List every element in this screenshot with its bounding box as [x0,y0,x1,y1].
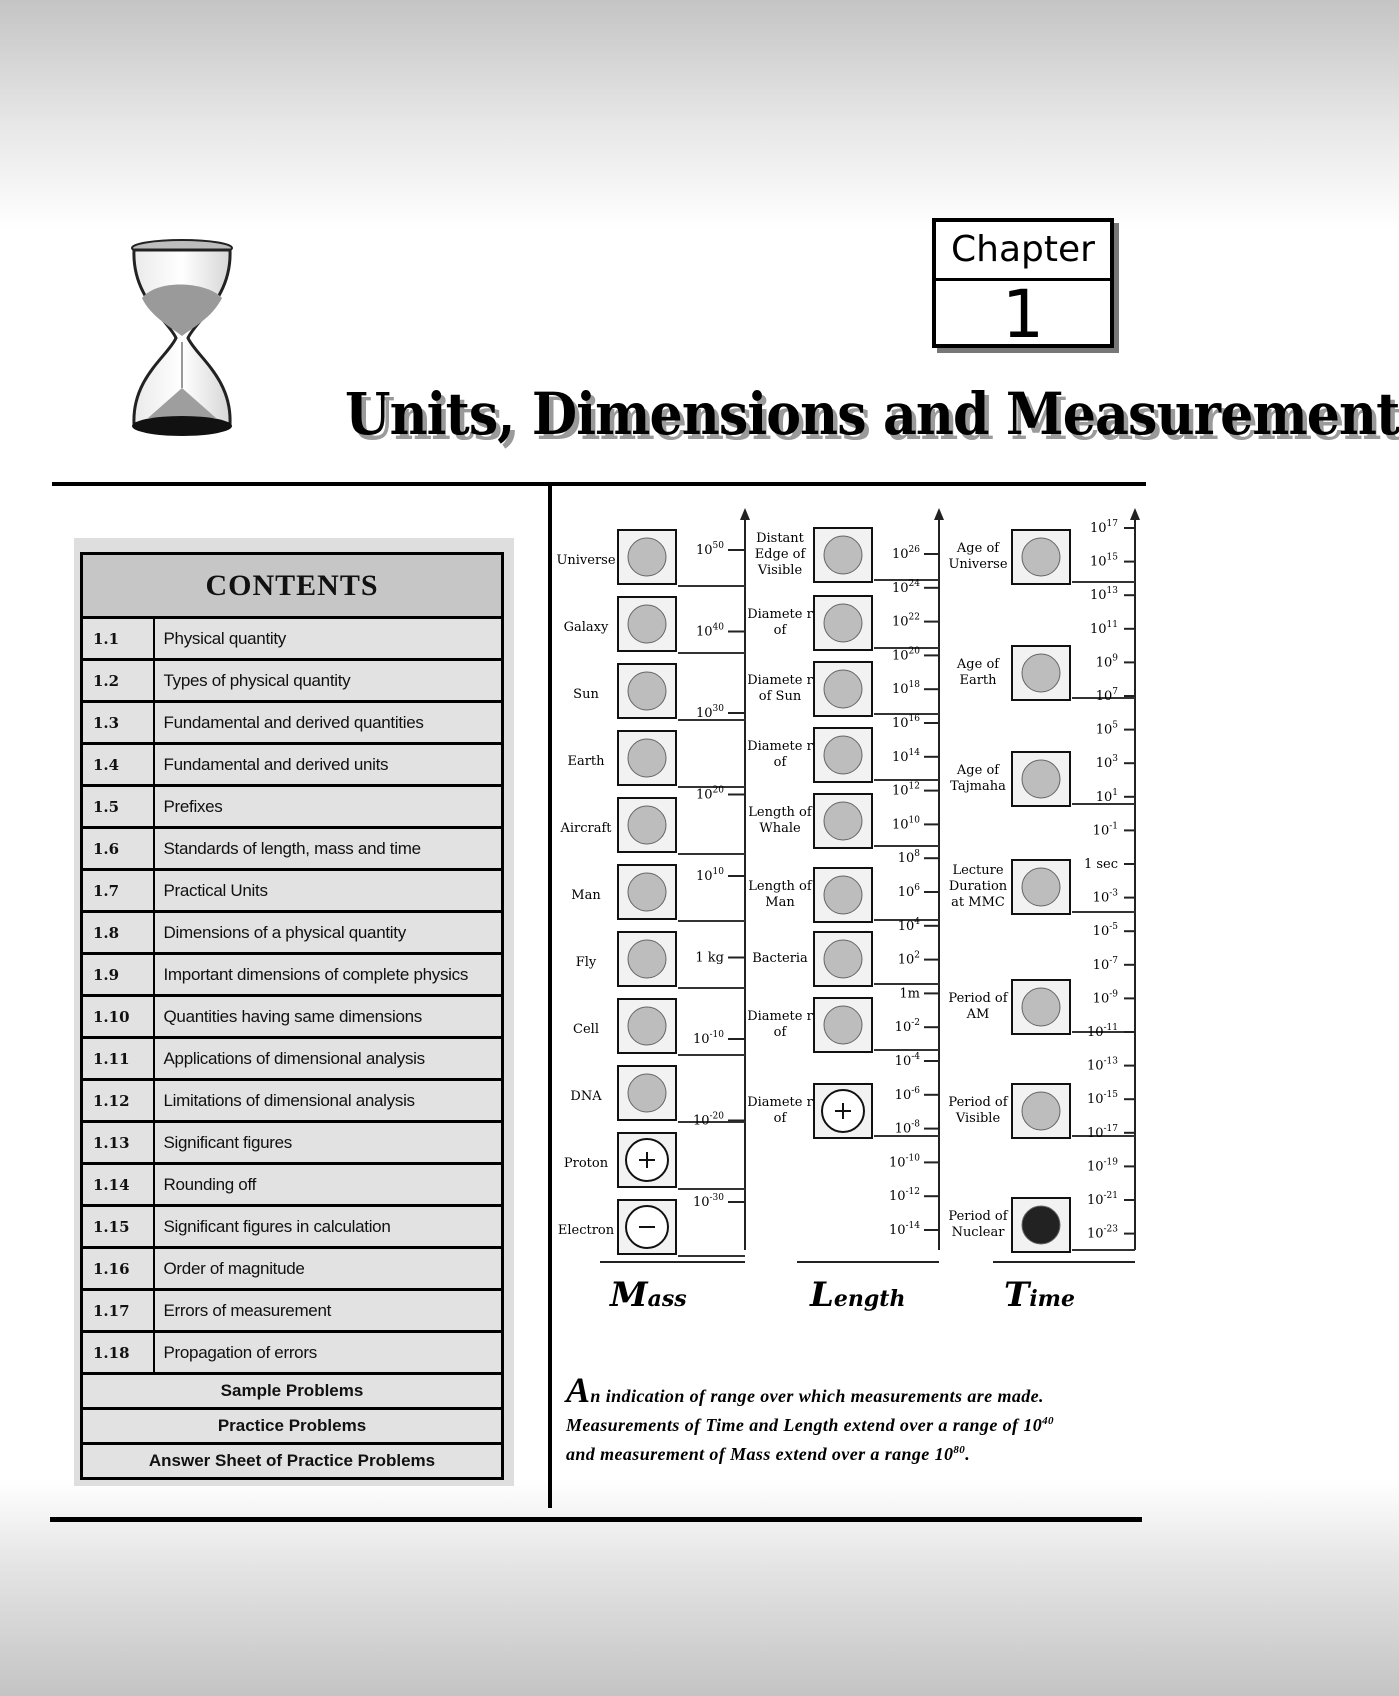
time-scale-title: Time [1004,1275,1075,1315]
time-tick-label: $10^9$ [1095,653,1118,671]
length-object-label: Diamete r of [747,1095,813,1126]
img-icon [618,597,676,651]
contents-row [82,1332,503,1374]
caption-line2-exp: 40 [1042,1415,1054,1427]
contents-item-number: 1.16 [82,1248,154,1290]
length-object-label: Distant Edge of Visible [754,531,806,578]
contents-item-title: Fundamental and derived quantities [154,702,503,744]
time-tick-label: $10^{-9}$ [1092,989,1118,1007]
contents-table [80,552,504,1480]
mass-tick-label: $10^{-30}$ [692,1193,724,1210]
contents-item-title: Practical Units [154,870,503,912]
length-tick-label: $10^{-2}$ [894,1018,920,1036]
time-tick-label: $10^{-1}$ [1092,821,1118,839]
time-tick-label: $10^{-5}$ [1092,922,1118,940]
time-tick-label: 1 sec [1083,857,1118,872]
length-tick-label: $10^{-4}$ [894,1052,920,1069]
length-object-label: Diamete r of [747,1009,813,1040]
time-tick-label: $10^{-19}$ [1086,1157,1118,1175]
contents-item-title: Propagation of errors [154,1332,503,1374]
time-tick-label: $10^{-7}$ [1092,955,1118,973]
img-icon [618,865,676,919]
contents-row [82,1248,503,1290]
img-icon [814,998,872,1052]
time-tick-label: $10^{-13}$ [1086,1056,1118,1074]
contents-item-title: Errors of measurement [154,1290,503,1332]
plus-icon [814,1084,872,1138]
contents-row [82,996,503,1038]
time-tick-label: $10^{15}$ [1090,552,1118,570]
mass-object-label: Man [571,888,601,903]
contents-item-number: 1.15 [82,1206,154,1248]
mass-tick-label: 1 kg [695,950,724,966]
img-icon [618,731,676,785]
time-tick-label: $10^{-15}$ [1086,1090,1118,1108]
contents-item-number: 1.17 [82,1290,154,1332]
img-icon [1012,646,1070,700]
length-tick-label: $10^{26}$ [892,545,920,562]
contents-item-number: 1.13 [82,1122,154,1164]
contents-row [82,1164,503,1206]
caption-line1: n indication of range over which measurements are made. [590,1386,1044,1406]
contents-item-number: 1.5 [82,786,154,828]
top-rule [52,482,1146,486]
contents-item-title: Limitations of dimensional analysis [154,1080,503,1122]
length-tick-label: $10^{-10}$ [888,1153,920,1171]
contents-footer-row [82,1409,503,1444]
chapter-label: Chapter [936,222,1110,281]
time-tick-label: $10^7$ [1095,687,1118,704]
length-tick-label: $10^{22}$ [892,612,920,630]
time-object-label: Period of Visible [948,1095,1008,1126]
contents-item-title: Standards of length, mass and time [154,828,503,870]
img-icon [618,999,676,1053]
contents-item-title: Physical quantity [154,618,503,660]
mass-tick-label: $10^{10}$ [696,867,724,884]
contents-item-title: Important dimensions of complete physics [154,954,503,996]
length-tick-label: $10^{-12}$ [888,1187,920,1205]
mass-tick-label: $10^{40}$ [696,622,724,640]
time-tick-label: $10^{-23}$ [1086,1224,1118,1242]
length-tick-label: $10^{20}$ [892,646,920,664]
contents-row [82,702,503,744]
img-icon [618,664,676,718]
length-tick-label: 1m [899,986,920,1002]
mass-object-label: Sun [573,687,599,702]
dark-icon [1012,1198,1070,1252]
length-tick-label: $10^{-6}$ [894,1085,920,1103]
mass-object-label: Galaxy [563,620,609,635]
plus-icon [618,1133,676,1187]
contents-row [82,1122,503,1164]
time-object-label: Lecture Duration at MMC [948,863,1008,910]
contents-item-number: 1.7 [82,870,154,912]
time-tick-label: $10^{-11}$ [1086,1023,1118,1040]
mass-object-label: Universe [556,553,616,568]
mass-object-label: Earth [567,754,605,769]
contents-item-title: Applications of dimensional analysis [154,1038,503,1080]
contents-row [82,618,503,660]
contents-item-number: 1.9 [82,954,154,996]
time-tick-label: $10^1$ [1095,787,1118,805]
length-axis-arrow [934,508,944,520]
length-tick-label: $10^{10}$ [892,815,920,833]
time-tick-label: $10^{17}$ [1090,519,1118,536]
img-icon [1012,752,1070,806]
length-tick-label: $10^{14}$ [892,747,920,765]
contents-item-title: Dimensions of a physical quantity [154,912,503,954]
contents-item-number: 1.4 [82,744,154,786]
contents-row [82,660,503,702]
time-object-label: Period of AM [948,991,1008,1022]
time-object-label: Age of Tajmaha [950,763,1006,794]
contents-item-title: Fundamental and derived units [154,744,503,786]
time-tick-label: $10^{-3}$ [1092,888,1118,906]
contents-item-number: 1.3 [82,702,154,744]
time-object-label: Period of Nuclear [948,1209,1008,1240]
time-object-label: Age of Universe [948,541,1008,572]
img-icon [1012,980,1070,1034]
mass-axis-arrow [740,508,750,520]
caption-line2: Measurements of Time and Length extend over a range of 10 [566,1415,1043,1435]
contents-row [82,912,503,954]
length-tick-label: $10^4$ [897,916,920,934]
img-icon [814,596,872,650]
contents-header-row [82,554,503,618]
contents-heading: CONTENTS [82,554,503,618]
img-icon [814,932,872,986]
mass-object-label: Proton [563,1156,609,1171]
mass-tick-label: $10^{-10}$ [692,1030,724,1047]
length-object-label: Length of Man [748,879,812,910]
chart-axes [600,508,1140,1262]
contents-item-title: Types of physical quantity [154,660,503,702]
img-icon [618,798,676,852]
contents-item-number: 1.18 [82,1332,154,1374]
contents-footer-row [82,1374,503,1409]
img-icon [814,868,872,922]
contents-item-title: Order of magnitude [154,1248,503,1290]
contents-row [82,954,503,996]
caption-line3: and measurement of Mass extend over a range 10 [566,1444,954,1464]
img-icon [814,794,872,848]
time-tick-label: $10^{13}$ [1090,586,1118,604]
caption-line3-exp: 80 [953,1444,966,1456]
contents-footer-row [82,1444,503,1479]
hourglass-icon [128,238,236,438]
contents-row [82,786,503,828]
length-tick-label: $10^{12}$ [892,781,920,799]
img-icon [814,662,872,716]
length-tick-label: $10^8$ [897,849,920,867]
time-axis-arrow [1130,508,1140,520]
length-tick-label: $10^2$ [897,950,920,968]
contents-item-number: 1.10 [82,996,154,1038]
length-scale-title: Length [810,1275,906,1315]
contents-item-number: 1.14 [82,1164,154,1206]
contents-row [82,828,503,870]
contents-item-title: Significant figures [154,1122,503,1164]
chapter-box [932,218,1114,353]
contents-item-number: 1.2 [82,660,154,702]
contents-item-title: Significant figures in calculation [154,1206,503,1248]
mass-tick-label: $10^{-20}$ [692,1111,724,1129]
contents-row [82,1080,503,1122]
img-icon [814,528,872,582]
contents-row [82,1290,503,1332]
contents-footer-item: Sample Problems [82,1374,503,1409]
measurement-scale-chart [552,498,1152,1348]
length-object-label: Length of Whale [748,805,812,836]
contents-item-number: 1.12 [82,1080,154,1122]
img-icon [618,1066,676,1120]
contents-item-number: 1.8 [82,912,154,954]
contents-footer-item: Answer Sheet of Practice Problems [82,1444,503,1479]
img-icon [1012,530,1070,584]
contents-item-title: Prefixes [154,786,503,828]
mass-scale-title: Mass [610,1275,687,1315]
contents-item-title: Rounding off [154,1164,503,1206]
contents-item-number: 1.6 [82,828,154,870]
chapter-title: Units, Dimensions and Measurement [345,380,1399,448]
contents-row [82,1206,503,1248]
contents-footer-item: Practice Problems [82,1409,503,1444]
length-tick-label: $10^{-14}$ [888,1221,920,1238]
time-tick-label: $10^{-17}$ [1086,1123,1118,1141]
contents-item-title: Quantities having same dimensions [154,996,503,1038]
time-tick-label: $10^{11}$ [1090,619,1118,637]
length-object-label: Diamete r of [747,607,813,638]
time-object-label: Age of Earth [956,657,1000,688]
chapter-number: 1 [1002,276,1044,353]
mass-object-label: DNA [570,1089,602,1104]
img-icon [618,932,676,986]
contents-row [82,1038,503,1080]
length-object-label: Bacteria [752,951,808,966]
caption [566,1370,1126,1467]
length-tick-label: $10^6$ [897,883,920,900]
length-tick-label: $10^{16}$ [892,714,920,731]
mass-object-label: Fly [575,955,597,970]
bottom-rule [50,1517,1142,1522]
minus-icon [618,1200,676,1254]
length-tick-label: $10^{18}$ [892,680,920,698]
time-tick-label: $10^3$ [1095,754,1118,772]
mass-object-label: Cell [573,1022,599,1037]
caption-dropcap: A [566,1370,591,1410]
length-tick-label: $10^{-8}$ [894,1119,920,1137]
contents-item-number: 1.1 [82,618,154,660]
mass-tick-label: $10^{20}$ [696,785,724,803]
contents-row [82,870,503,912]
mass-tick-label: $10^{30}$ [696,704,724,721]
mass-object-label: Aircraft [560,821,612,836]
time-tick-label: $10^5$ [1095,720,1118,738]
caption-line3-end: . [965,1444,971,1464]
mass-object-label: Electron [557,1223,615,1238]
img-icon [1012,860,1070,914]
contents-item-number: 1.11 [82,1038,154,1080]
mass-tick-label: $10^{50}$ [696,541,724,558]
img-icon [814,728,872,782]
contents-row [82,744,503,786]
length-object-label: Diamete r of [747,739,813,770]
img-icon [1012,1084,1070,1138]
length-object-label: Diamete r of Sun [747,673,813,704]
time-tick-label: $10^{-21}$ [1086,1191,1118,1208]
length-tick-label: $10^{24}$ [892,578,920,596]
img-icon [618,530,676,584]
